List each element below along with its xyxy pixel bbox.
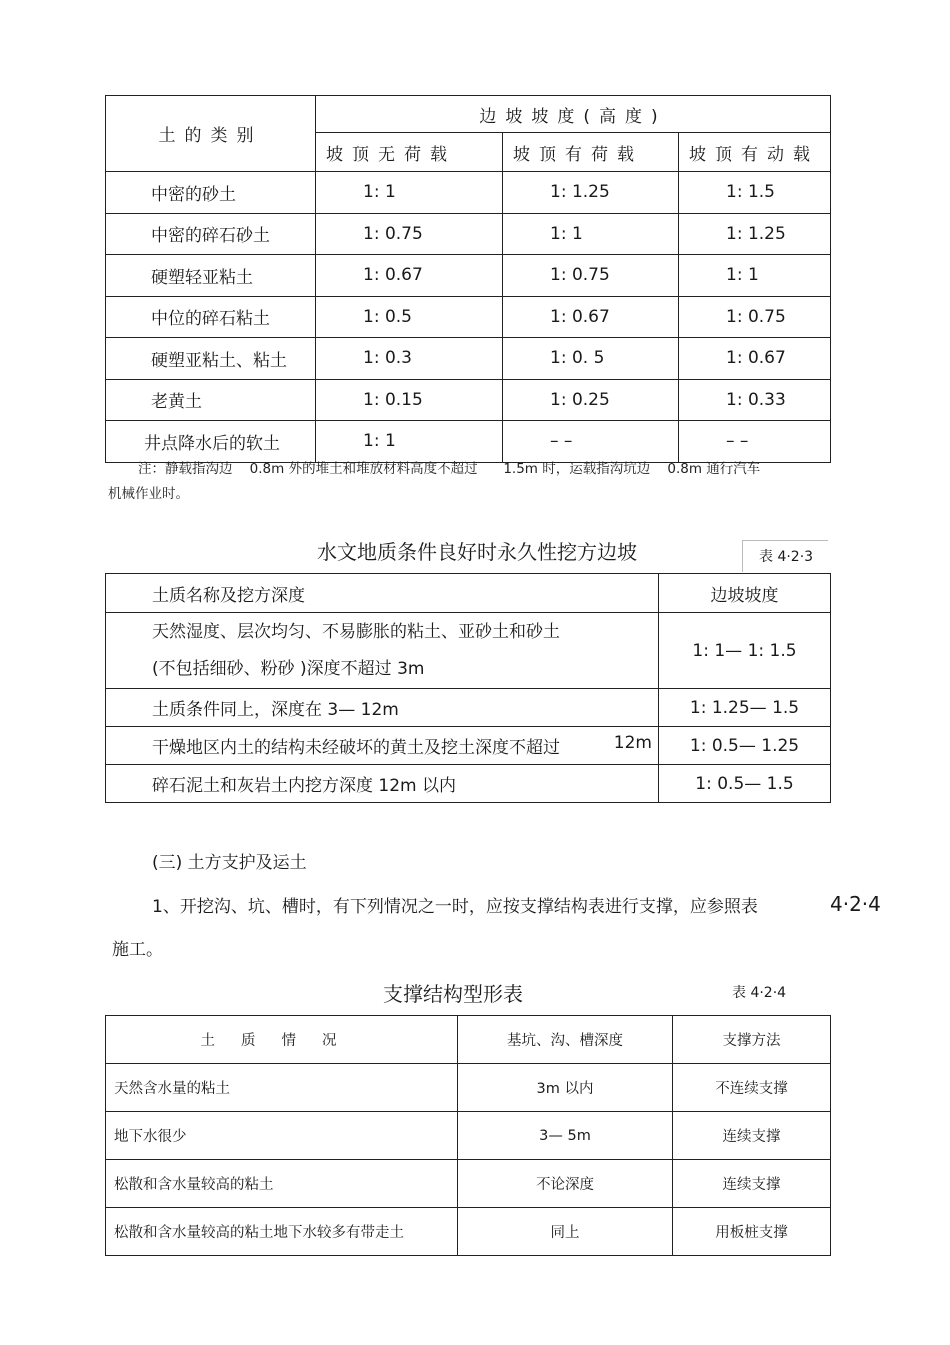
table-row	[106, 421, 831, 463]
slope-value: 1: 0.5— 1.25	[659, 727, 831, 765]
soil-condition: 松散和含水量较高的粘土	[106, 1160, 458, 1208]
table-3-number: 表 4·2·4	[732, 985, 787, 1001]
note-line-2: 机械作业时。	[108, 486, 189, 502]
section-heading: (三) 土方支护及运土	[152, 853, 307, 873]
table-row	[106, 765, 831, 803]
value-static-load: 1: 0.67	[503, 296, 679, 338]
header-soil-category: 土的类别	[106, 96, 316, 172]
value-no-load: 1: 0.5	[316, 296, 503, 338]
soil-description: 土质条件同上，深度在 3— 12m	[106, 689, 659, 727]
header-slope: 边坡坡度	[659, 574, 831, 613]
header-soil-condition: 土质情况	[106, 1016, 458, 1064]
table-row	[106, 1208, 831, 1256]
slope-value: 1: 1.25— 1.5	[659, 689, 831, 727]
support-structure-table	[105, 1015, 831, 1256]
table-row	[106, 613, 831, 689]
header-static-load: 坡顶有荷载	[503, 133, 679, 172]
support-method: 连续支撑	[673, 1160, 831, 1208]
value-no-load: 1: 0.75	[316, 213, 503, 255]
value-static-load: 1: 1	[503, 213, 679, 255]
value-dynamic-load: – –	[679, 421, 831, 463]
header-no-load: 坡顶无荷载	[316, 133, 503, 172]
value-no-load: 1: 0.67	[316, 255, 503, 297]
table-row	[106, 689, 831, 727]
value-dynamic-load: 1: 0.67	[679, 338, 831, 380]
table-row	[106, 379, 831, 421]
value-dynamic-load: 1: 0.33	[679, 379, 831, 421]
header-depth: 基坑、沟、槽深度	[458, 1016, 673, 1064]
table-row	[106, 213, 831, 255]
paragraph-1: 1、开挖沟、坑、槽时，有下列情况之一时，应按支撑结构表进行支撑，应参照表	[152, 897, 758, 917]
depth: 不论深度	[458, 1160, 673, 1208]
soil-condition: 地下水很少	[106, 1112, 458, 1160]
soil-name: 老黄土	[106, 379, 316, 421]
value-no-load: 1: 0.15	[316, 379, 503, 421]
depth: 3m 以内	[458, 1064, 673, 1112]
table-row	[106, 1112, 831, 1160]
table-row	[106, 1160, 831, 1208]
soil-description-depth: 12m	[613, 733, 652, 753]
support-method: 用板桩支撑	[673, 1208, 831, 1256]
value-static-load: – –	[503, 421, 679, 463]
table-row	[106, 255, 831, 297]
header-dynamic-load: 坡顶有动载	[679, 133, 831, 172]
value-no-load: 1: 0.3	[316, 338, 503, 380]
table-row	[106, 296, 831, 338]
permanent-slope-table	[105, 573, 831, 803]
soil-description	[106, 613, 659, 689]
soil-description-line-1: 天然湿度、层次均匀、不易膨胀的粘土、亚砂土和砂土	[152, 621, 560, 642]
soil-name: 井点降水后的软土	[106, 421, 316, 463]
soil-description	[106, 727, 659, 765]
soil-condition: 天然含水量的粘土	[106, 1064, 458, 1112]
note-line-1: 注：静载指沟边 0.8m 外的堆土和堆放材料高度不超过 1.5m 时，运载指沟坑边 0.8m 通行汽车	[138, 461, 761, 477]
value-static-load: 1: 0.75	[503, 255, 679, 297]
value-dynamic-load: 1: 0.75	[679, 296, 831, 338]
table-row	[106, 727, 831, 765]
table-row	[106, 338, 831, 380]
slope-value: 1: 0.5— 1.5	[659, 765, 831, 803]
value-no-load: 1: 1	[316, 421, 503, 463]
header-slope-ratio: 边坡坡度(高度)	[316, 96, 831, 133]
soil-description-line-2: (不包括细砂、粉砂 )深度不超过 3m	[152, 658, 425, 679]
depth: 3— 5m	[458, 1112, 673, 1160]
soil-name: 中密的碎石砂土	[106, 213, 316, 255]
value-no-load: 1: 1	[316, 172, 503, 214]
value-dynamic-load: 1: 1.25	[679, 213, 831, 255]
table-2-number: 表 4·2·3	[742, 540, 828, 572]
value-dynamic-load: 1: 1.5	[679, 172, 831, 214]
header-soil-depth: 土质名称及挖方深度	[106, 574, 659, 613]
table-note	[108, 457, 828, 507]
paragraph-2: 施工。	[112, 940, 163, 960]
soil-description-spread	[152, 733, 658, 758]
soil-name: 硬塑亚粘土、粘土	[106, 338, 316, 380]
table-row	[106, 172, 831, 214]
value-static-load: 1: 0.25	[503, 379, 679, 421]
value-dynamic-load: 1: 1	[679, 255, 831, 297]
header-support-method: 支撑方法	[673, 1016, 831, 1064]
soil-description: 碎石泥土和灰岩土内挖方深度 12m 以内	[106, 765, 659, 803]
table-2-title: 水文地质条件良好时永久性挖方边坡	[317, 540, 637, 564]
value-static-load: 1: 0. 5	[503, 338, 679, 380]
soil-name: 硬塑轻亚粘土	[106, 255, 316, 297]
soil-description-text: 干燥地区内土的结构未经破坏的黄土及挖土深度不超过	[152, 738, 560, 758]
slope-table-1	[105, 95, 831, 463]
value-static-load: 1: 1.25	[503, 172, 679, 214]
support-method: 连续支撑	[673, 1112, 831, 1160]
soil-name: 中位的碎石粘土	[106, 296, 316, 338]
slope-value: 1: 1— 1: 1.5	[659, 613, 831, 689]
table-row	[106, 1064, 831, 1112]
soil-condition: 松散和含水量较高的粘土地下水较多有带走土	[106, 1208, 458, 1256]
soil-name: 中密的砂土	[106, 172, 316, 214]
paragraph-1-reference: 4·2·4	[830, 892, 881, 916]
support-method: 不连续支撑	[673, 1064, 831, 1112]
depth: 同上	[458, 1208, 673, 1256]
table-3-title: 支撑结构型形表	[383, 982, 523, 1006]
